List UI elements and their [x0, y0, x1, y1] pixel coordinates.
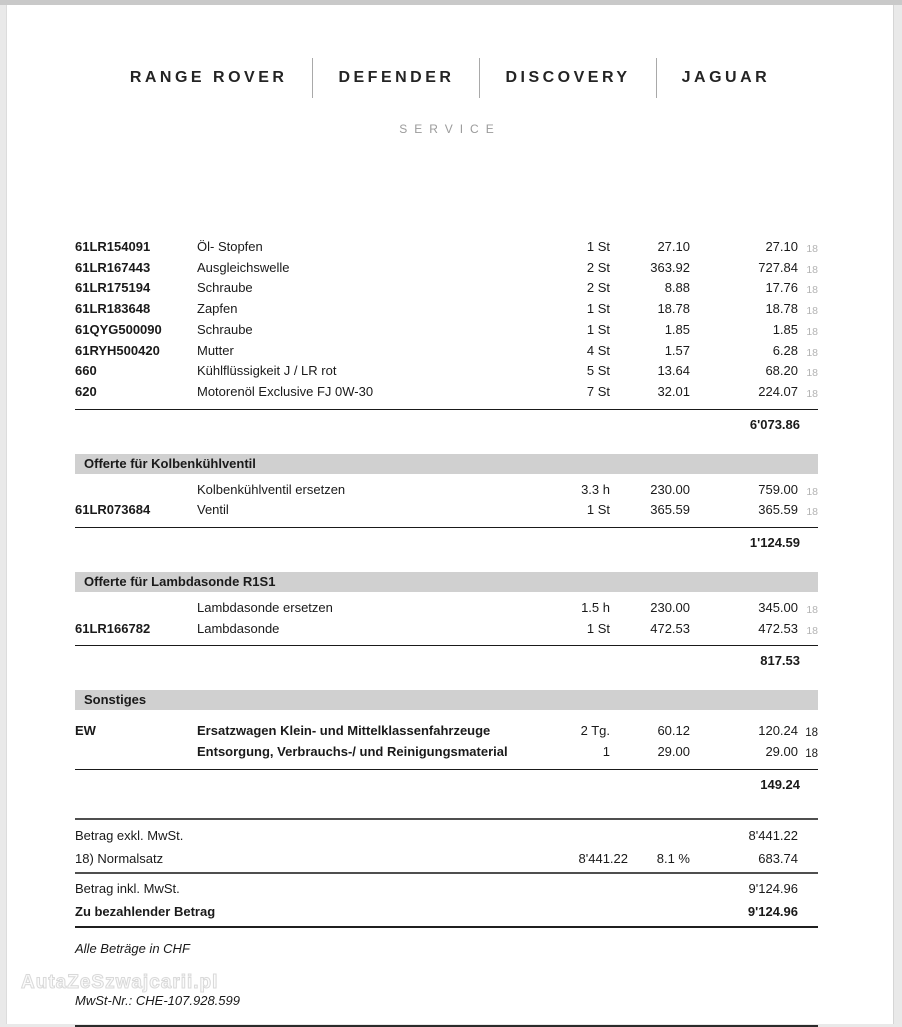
- totals-rate: [628, 824, 690, 847]
- item-code: 61LR167443: [75, 259, 151, 275]
- vat-number: MwSt-Nr.: CHE-107.928.599: [75, 992, 240, 1008]
- brand-logo: DISCOVERY: [505, 69, 631, 86]
- item-total: 27.10: [765, 239, 798, 254]
- totals-rate: [628, 900, 690, 923]
- totals-block: [75, 818, 818, 928]
- item-description: Schraube: [197, 280, 253, 296]
- item-unit-price: 363.92: [650, 259, 690, 275]
- totals-rate: [628, 877, 690, 900]
- totals-label: Betrag inkl. MwSt.: [75, 880, 180, 896]
- line-item-row: [75, 383, 818, 404]
- invoice-page: [7, 5, 893, 1024]
- item-tax-code: 18: [806, 506, 818, 519]
- item-code: 61LR166782: [75, 620, 151, 636]
- totals-pad: [798, 824, 818, 847]
- item-code: [75, 599, 197, 620]
- totals-upper-rows: [75, 820, 818, 870]
- brand-logo: RANGE ROVER: [129, 69, 288, 86]
- item-description: Schraube: [197, 321, 253, 337]
- item-tax-code: 18: [806, 346, 818, 359]
- item-description: Ersatzwagen Klein- und Mittelklassenfahrzeuge: [197, 723, 491, 739]
- item-unit-price: 1.85: [664, 321, 690, 337]
- item-quantity: 7 St: [586, 383, 610, 399]
- item-unit-price: 472.53: [650, 620, 690, 636]
- line-item-section: [75, 572, 818, 670]
- item-code: [75, 743, 197, 764]
- item-tax-code: 18: [806, 284, 818, 297]
- section-header-bar: Offerte für Lambdasonde R1S1: [75, 572, 818, 592]
- line-item-row: [75, 743, 818, 764]
- item-total: 6.28: [772, 342, 798, 358]
- item-code: 660: [75, 363, 97, 379]
- totals-base: 8'441.22: [578, 850, 628, 866]
- totals-label: 18) Normalsatz: [75, 850, 164, 866]
- line-item-row: [75, 362, 818, 383]
- item-quantity: 1.5 h: [581, 600, 610, 616]
- line-item-row: [75, 501, 818, 522]
- item-unit-price: 365.59: [650, 502, 690, 518]
- item-quantity: 3.3 h: [581, 481, 610, 497]
- item-code: 61LR154091: [75, 239, 151, 254]
- item-total: 18.78: [765, 301, 798, 317]
- section-subtotal: 6'073.86: [749, 416, 800, 432]
- item-tax-code: 18: [805, 727, 818, 740]
- item-description: Öl- Stopfen: [197, 239, 263, 254]
- item-quantity: 1: [602, 744, 610, 760]
- line-item-section: [75, 454, 818, 552]
- section-subtotal: 817.53: [760, 653, 800, 669]
- totals-pad: [798, 847, 818, 870]
- item-tax-code: 18: [805, 748, 818, 761]
- totals-base: [508, 900, 628, 923]
- item-quantity: 1 St: [586, 321, 610, 337]
- item-tax-code: 18: [806, 305, 818, 318]
- totals-bottom-rule: [75, 926, 818, 928]
- line-item-row: [75, 481, 818, 502]
- item-code: 61LR073684: [75, 502, 151, 518]
- line-item-row: [75, 259, 818, 280]
- item-total: 365.59: [758, 502, 798, 518]
- item-tax-code: 18: [806, 624, 818, 637]
- line-item-row: [75, 279, 818, 300]
- item-code: 61LR175194: [75, 280, 151, 296]
- section-subtotal: 149.24: [760, 776, 800, 792]
- item-tax-code: 18: [806, 243, 818, 255]
- item-unit-price: 18.78: [657, 301, 690, 317]
- item-unit-price: 230.00: [650, 600, 690, 616]
- brand-logo: DEFENDER: [338, 69, 455, 86]
- item-tax-code: 18: [806, 485, 818, 498]
- item-unit-price: 29.00: [657, 744, 690, 760]
- section-subtotal: 1'124.59: [749, 535, 800, 551]
- item-description: Ausgleichswelle: [197, 259, 290, 275]
- item-unit-price: 13.64: [657, 363, 690, 379]
- totals-amount: 9'124.96: [748, 880, 798, 896]
- item-description: Kühlflüssigkeit J / LR rot: [197, 363, 337, 379]
- line-item-row: [75, 599, 818, 620]
- item-total: 759.00: [758, 481, 798, 497]
- item-unit-price: 27.10: [657, 239, 690, 254]
- line-item-row: [75, 342, 818, 363]
- item-description: Entsorgung, Verbrauchs-/ und Reinigungsmaterial: [197, 744, 508, 760]
- currency-note: Alle Beträge in CHF: [75, 940, 190, 956]
- item-tax-code: 18: [806, 325, 818, 338]
- brand-logo: JAGUAR: [681, 69, 771, 86]
- line-item-row: [75, 300, 818, 321]
- item-description: Mutter: [197, 342, 234, 358]
- item-description: Motorenöl Exclusive FJ 0W-30: [197, 383, 374, 399]
- item-code: 61LR183648: [75, 301, 151, 317]
- item-quantity: 1 St: [586, 620, 610, 636]
- item-total: 727.84: [758, 259, 798, 275]
- item-code: 620: [75, 383, 97, 399]
- totals-label: Betrag exkl. MwSt.: [75, 827, 184, 843]
- invoice-body: [75, 238, 818, 1027]
- totals-row: [75, 900, 818, 923]
- item-quantity: 4 St: [586, 342, 610, 358]
- totals-base: [508, 877, 628, 900]
- totals-pad: [798, 877, 818, 900]
- item-tax-code: 18: [806, 367, 818, 380]
- item-description: Kolbenkühlventil ersetzen: [197, 481, 346, 497]
- item-total: 1.85: [772, 321, 798, 337]
- item-description: Ventil: [197, 502, 229, 518]
- item-total: 345.00: [758, 600, 798, 616]
- item-code: 61RYH500420: [75, 342, 160, 358]
- section-header-bar: Sonstiges: [75, 690, 818, 710]
- item-quantity: 1 St: [586, 301, 610, 317]
- line-item-row: [75, 238, 818, 259]
- item-total: 472.53: [758, 620, 798, 636]
- line-item-row: [75, 321, 818, 342]
- item-description: Lambdasonde: [197, 620, 280, 636]
- item-total: 224.07: [758, 383, 798, 399]
- totals-row: [75, 847, 818, 870]
- item-unit-price: 32.01: [657, 383, 690, 399]
- service-label: SERVICE: [399, 122, 501, 136]
- line-item-section: [75, 238, 818, 434]
- item-quantity: 1 St: [586, 502, 610, 518]
- watermark: AutaZeSzwajcarii.pl: [21, 972, 219, 993]
- line-item-row: [75, 620, 818, 641]
- item-quantity: 2 St: [586, 259, 610, 275]
- line-item-row: [75, 722, 818, 743]
- item-code: [75, 481, 197, 502]
- totals-amount: 9'124.96: [747, 903, 798, 919]
- totals-row: [75, 820, 818, 847]
- item-unit-price: 8.88: [664, 280, 690, 296]
- line-item-sections: [75, 238, 818, 794]
- item-total: 17.76: [765, 280, 798, 296]
- line-item-section: [75, 690, 818, 793]
- item-quantity: 2 Tg.: [580, 723, 610, 739]
- totals-base: [508, 824, 628, 847]
- item-quantity: 5 St: [586, 363, 610, 379]
- item-code: 61QYG500090: [75, 321, 162, 337]
- totals-rate: 8.1 %: [656, 850, 690, 866]
- item-unit-price: 1.57: [664, 342, 690, 358]
- totals-amount: 8'441.22: [748, 827, 798, 843]
- section-header-bar: Offerte für Kolbenkühlventil: [75, 454, 818, 474]
- item-total: 120.24: [758, 723, 798, 739]
- totals-pad: [798, 900, 818, 923]
- item-unit-price: 60.12: [657, 723, 690, 739]
- totals-lower-rows: [75, 877, 818, 923]
- item-total: 68.20: [765, 363, 798, 379]
- item-quantity: 2 St: [586, 280, 610, 296]
- item-tax-code: 18: [806, 387, 818, 400]
- totals-row: [75, 877, 818, 900]
- totals-label: Zu bezahlender Betrag: [75, 903, 216, 919]
- item-quantity: 1 St: [586, 239, 610, 254]
- totals-amount: 683.74: [758, 850, 798, 866]
- item-total: 29.00: [765, 744, 798, 760]
- item-tax-code: 18: [806, 263, 818, 276]
- brand-bar: [7, 57, 893, 99]
- item-unit-price: 230.00: [650, 481, 690, 497]
- item-code: EW: [75, 723, 96, 739]
- item-description: Lambdasonde ersetzen: [197, 600, 333, 616]
- item-tax-code: 18: [806, 604, 818, 617]
- item-description: Zapfen: [197, 301, 238, 317]
